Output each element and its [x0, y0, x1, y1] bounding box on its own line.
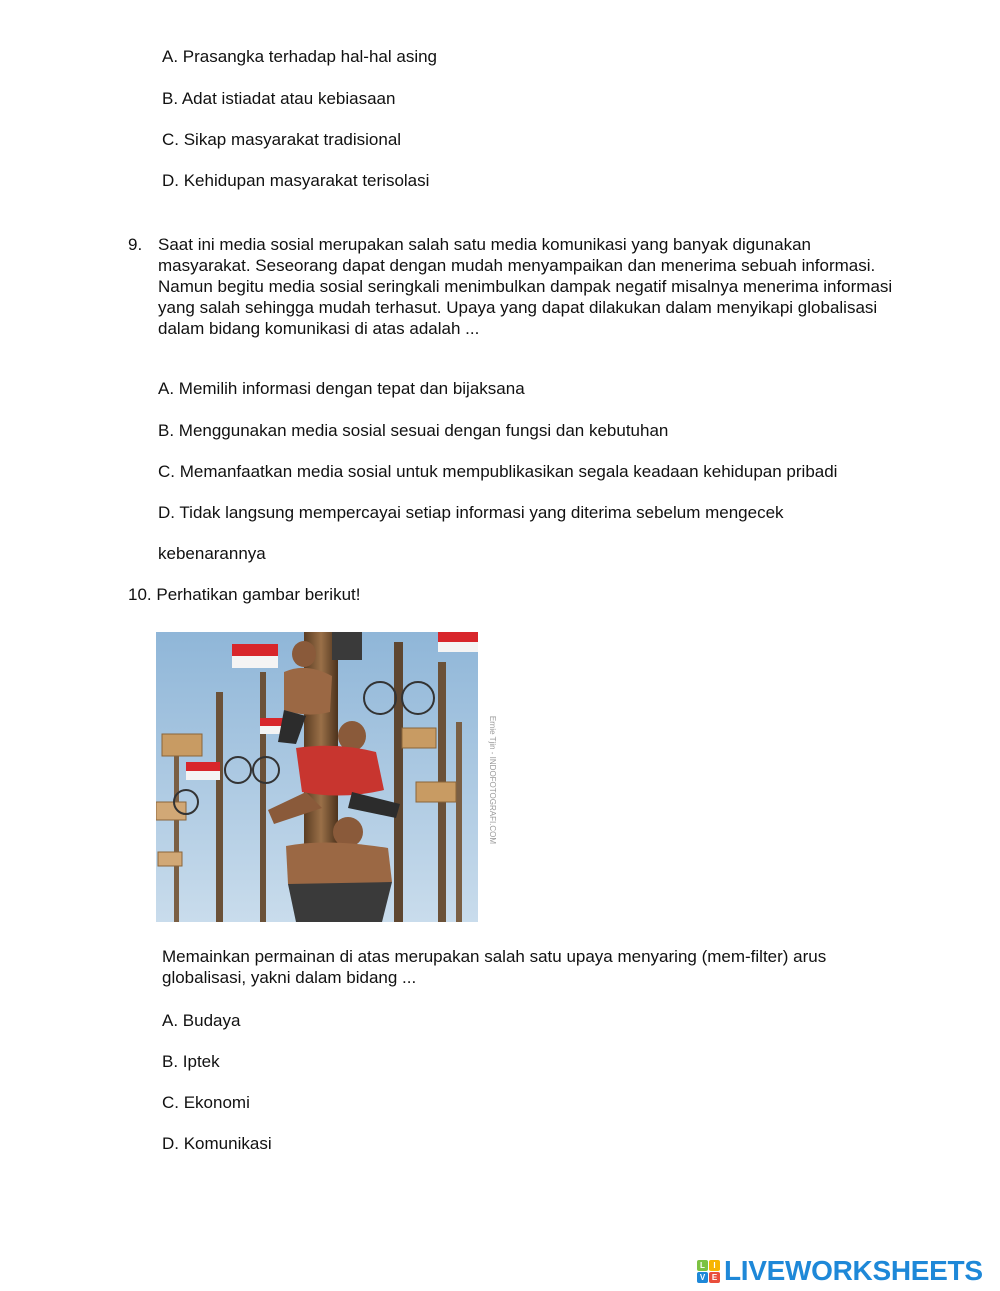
q9-option-d-continued[interactable]: kebenarannya: [158, 544, 266, 563]
q10-heading: 10. Perhatikan gambar berikut!: [128, 585, 361, 604]
q10-option-b[interactable]: B. Iptek: [162, 1052, 220, 1071]
q9-option-a[interactable]: A. Memilih informasi dengan tepat dan bijaksana: [158, 379, 525, 398]
liveworksheets-logo[interactable]: [697, 1256, 983, 1286]
logo-mark-tile: E: [709, 1272, 720, 1283]
q10-question-line-2: globalisasi, yakni dalam bidang ...: [162, 968, 417, 987]
q9-option-b[interactable]: B. Menggunakan media sosial sesuai dengan fungsi dan kebutuhan: [158, 421, 669, 440]
q9-number: 9.: [128, 235, 143, 254]
logo-mark-tile: V: [697, 1272, 708, 1283]
q9-question-line-3: Namun begitu media sosial seringkali menimbulkan dampak negatif misalnya menerima informasi: [158, 277, 893, 296]
q10-option-c[interactable]: C. Ekonomi: [162, 1093, 250, 1112]
q10-option-d[interactable]: D. Komunikasi: [162, 1134, 272, 1153]
q8-option-b[interactable]: B. Adat istiadat atau kebiasaan: [162, 89, 396, 108]
logo-mark-tile: I: [709, 1260, 720, 1271]
q9-option-c[interactable]: C. Memanfaatkan media sosial untuk mempublikasikan segala keadaan kehidupan pribadi: [158, 462, 838, 481]
q9-option-d[interactable]: D. Tidak langsung mempercayai setiap informasi yang diterima sebelum mengecek: [158, 503, 784, 522]
logo-mark-icon: [697, 1260, 720, 1283]
q9-question-line-5: dalam bidang komunikasi di atas adalah ...: [158, 319, 480, 338]
q10-option-a[interactable]: A. Budaya: [162, 1011, 241, 1030]
logo-text: LIVEWORKSHEETS: [724, 1255, 983, 1286]
q8-option-a[interactable]: A. Prasangka terhadap hal-hal asing: [162, 47, 438, 66]
q10-photo-panjat-pinang: [156, 632, 498, 922]
q8-option-d[interactable]: D. Kehidupan masyarakat terisolasi: [162, 171, 430, 190]
q9-question-line-1: Saat ini media sosial merupakan salah satu media komunikasi yang banyak digunakan: [158, 235, 811, 254]
q9-question-line-2: masyarakat. Seseorang dapat dengan mudah menyampaikan dan menerima sebuah informasi.: [158, 256, 876, 275]
photo-watermark: Ernie Tjin - INDOFOTOGRAFI.COM: [488, 715, 497, 845]
q8-option-c[interactable]: C. Sikap masyarakat tradisional: [162, 130, 402, 149]
q9-question-line-4: yang salah sehingga mudah terhasut. Upaya yang dapat dilakukan dalam menyikapi globalisasi: [158, 298, 878, 317]
logo-mark-tile: L: [697, 1260, 708, 1271]
q10-question-line-1: Memainkan permainan di atas merupakan salah satu upaya menyaring (mem-filter) arus: [162, 947, 827, 966]
